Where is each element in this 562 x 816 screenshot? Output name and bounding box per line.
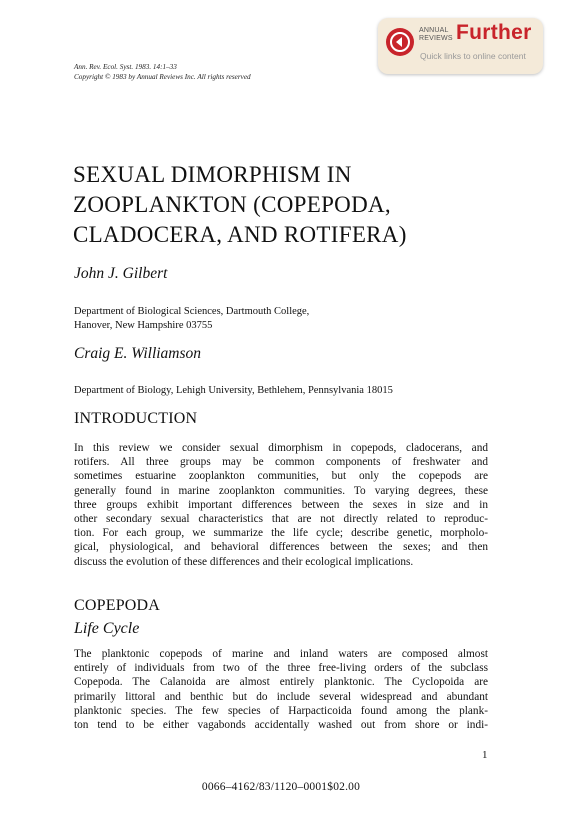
paragraph-line: gical, physiological, and behavioral differences between the sexes; and then bbox=[74, 541, 488, 554]
page-number: 1 bbox=[482, 749, 488, 761]
title-line: ZOOPLANKTON (COPEPODA, bbox=[73, 192, 391, 217]
author-affiliation bbox=[74, 384, 393, 398]
paragraph-line: primarily littoral and benthic but do include several widespread and abundant bbox=[74, 690, 488, 703]
play-arrow-icon bbox=[386, 28, 414, 56]
paragraph-line: three groups exhibit important differences between the sexes in size and in bbox=[74, 498, 488, 511]
footer-code: 0066–4162/83/1120–0001$02.00 bbox=[201, 781, 361, 793]
paragraph-line: The planktonic copepods of marine and inland waters are composed almost bbox=[74, 648, 488, 660]
paragraph-line: planktonic species. The few species of Harpacticoida found among the plank- bbox=[74, 704, 488, 717]
author-name: John J. Gilbert bbox=[74, 265, 168, 282]
badge-reviews-text: REVIEWS bbox=[419, 35, 453, 42]
affiliation-line: Department of Biological Sciences, Dartmouth College, bbox=[74, 306, 310, 317]
copyright-line: Copyright © 1983 by Annual Reviews Inc. All rights reserved bbox=[74, 73, 251, 81]
paragraph-line: entirely of individuals from two of the three free-living orders of the subclass bbox=[74, 662, 488, 675]
affiliation-line: Department of Biology, Lehigh University, Bethlehem, Pennsylvania 18015 bbox=[74, 385, 393, 396]
paragraph-line: other secondary sexual characteristics that are not directly related to reproduc- bbox=[74, 513, 488, 526]
paragraph-line: sometimes estuarine zooplankton communities, but only the copepods are bbox=[74, 470, 488, 483]
paragraph-line: tion. For each group, we summarize the life cycle; describe genetic, morpholo- bbox=[74, 527, 488, 540]
paragraph-line: rotifers. All three groups may be common components of freshwater and bbox=[74, 456, 488, 469]
author-name: Craig E. Williamson bbox=[74, 345, 202, 362]
paragraph-line: generally found in marine zooplankton communities. To varying degrees, these bbox=[74, 484, 488, 497]
author-affiliation bbox=[74, 305, 309, 333]
affiliation-line: Hanover, New Hampshire 03755 bbox=[74, 320, 213, 331]
paragraph-line: discuss the evolution of these differences and their ecological implications. bbox=[74, 555, 414, 568]
title-line: CLADOCERA, AND ROTIFERA) bbox=[73, 222, 407, 247]
paragraph-line: Copepoda. The Calanoida are almost entirely planktonic. The Cyclopoida are bbox=[74, 676, 488, 689]
subsection-heading-life-cycle: Life Cycle bbox=[74, 620, 140, 637]
journal-citation bbox=[74, 62, 251, 82]
paragraph-line: In this review we consider sexual dimorphism in copepods, cladocerans, and bbox=[74, 442, 488, 454]
article-title bbox=[73, 160, 493, 250]
annual-reviews-further-badge[interactable] bbox=[378, 18, 543, 74]
copepoda-paragraph bbox=[74, 647, 488, 732]
badge-further-text: Further bbox=[456, 21, 532, 44]
citation-line: Ann. Rev. Ecol. Syst. 1983. 14:1–33 bbox=[74, 63, 177, 71]
badge-annual-text: ANNUAL bbox=[419, 27, 449, 34]
introduction-paragraph bbox=[74, 441, 488, 569]
title-line: SEXUAL DIMORPHISM IN bbox=[73, 162, 352, 187]
section-heading-introduction: INTRODUCTION bbox=[74, 410, 198, 427]
section-heading-copepoda: COPEPODA bbox=[74, 597, 161, 614]
paragraph-line: ton tend to be either vagabonds accidentally washed out from shore or indi- bbox=[74, 719, 488, 732]
badge-publisher-label bbox=[419, 27, 453, 43]
badge-subtitle: Quick links to online content bbox=[420, 51, 526, 61]
